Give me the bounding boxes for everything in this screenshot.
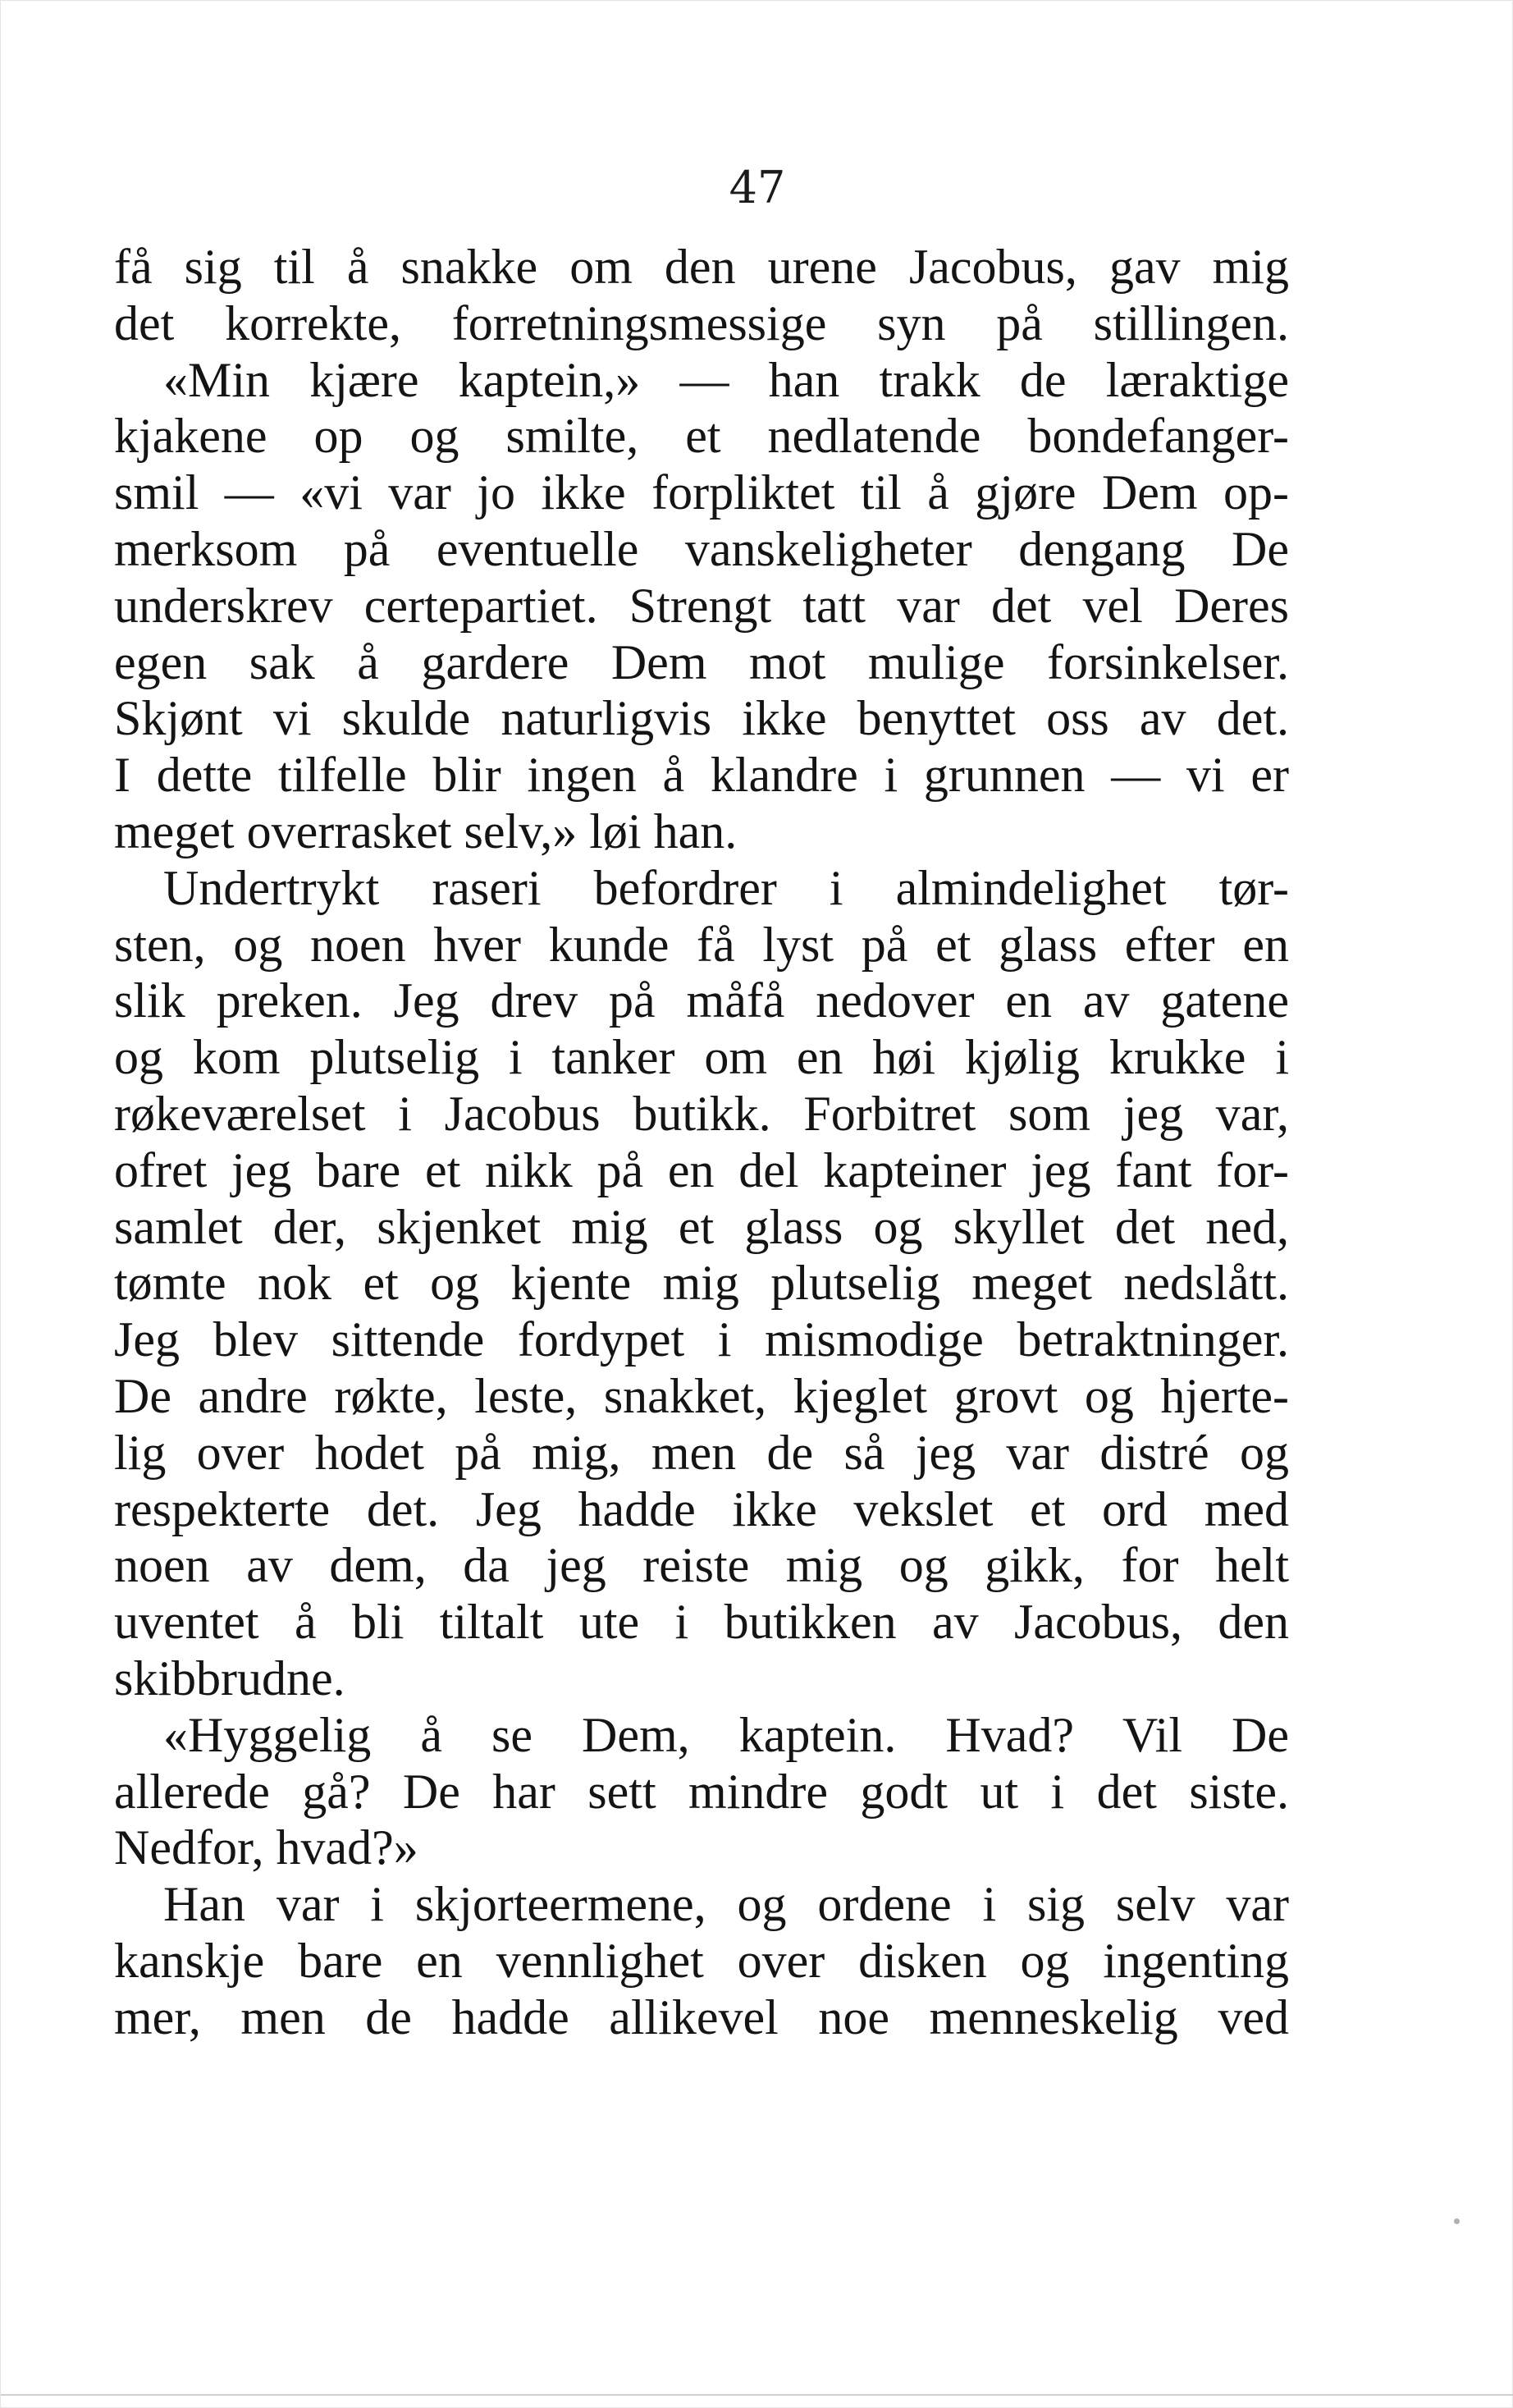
text-line: uventet å bli tiltalt ute i butikken av Jacobus, den [114,1595,1289,1650]
text-line: sten, og noen hver kunde få lyst på et glass efter en [114,917,1289,972]
text-line: I dette tilfelle blir ingen å klandre i grunnen — vi er [114,748,1289,803]
text-line: røkeværelset i Jacobus butikk. Forbitret som jeg var, [114,1086,1289,1141]
text-line: samlet der, skjenket mig et glass og skyllet det ned, [114,1199,1289,1254]
body-text [114,239,1289,2046]
text-line: Jeg blev sittende fordypet i mismodige betraktninger. [114,1312,1289,1367]
text-line: tømte nok et og kjente mig plutselig meget nedslått. [114,1256,1289,1311]
text-line: Undertrykt raseri befordrer i almindelighet tør- [163,860,1289,915]
text-line: og kom plutselig i tanker om en høi kjølig krukke i [114,1030,1289,1085]
text-line: slik preken. Jeg drev på måfå nedover en av gatene [114,973,1289,1028]
text-line: skibbrudne. [114,1650,345,1705]
text-line: «Min kjære kaptein,» — han trakk de læraktige [163,352,1289,407]
text-line: De andre røkte, leste, snakket, kjeglet grovt og hjerte- [114,1368,1289,1423]
text-line: respekterte det. Jeg hadde ikke vekslet et ord med [114,1481,1289,1536]
page-number: 47 [729,162,786,213]
text-line: underskrev certepartiet. Strengt tatt var det vel Deres [114,578,1289,633]
text-line: lig over hodet på mig, men de så jeg var distré og [114,1425,1289,1480]
text-line: ofret jeg bare et nikk på en del kapteiner jeg fant for- [114,1142,1289,1197]
text-line: Nedfor, hvad?» [114,1820,418,1875]
text-line: «Hyggelig å se Dem, kaptein. Hvad? Vil De [163,1707,1289,1762]
text-line: meget overrasket selv,» løi han. [114,803,738,858]
text-line: Han var i skjorteermene, og ordene i sig selv var [163,1877,1289,1932]
text-line: egen sak å gardere Dem mot mulige forsinkelser. [114,634,1289,689]
text-line: det korrekte, forretningsmessige syn på stillingen. [114,295,1289,350]
text-line: noen av dem, da jeg reiste mig og gikk, for helt [114,1538,1289,1593]
text-line: smil — «vi var jo ikke forpliktet til å gjøre Dem op- [114,465,1289,520]
text-line: mer, men de hadde allikevel noe menneskelig ved [114,1989,1289,2044]
text-line: kjakene op og smilte, et nedlatende bondefanger- [114,409,1289,464]
text-line: kanskje bare en vennlighet over disken og ingenting [114,1933,1289,1988]
paper-speck [1454,2218,1460,2224]
text-line: merksom på eventuelle vanskeligheter dengang De [114,521,1289,576]
text-line: få sig til å snakke om den urene Jacobus, gav mig [114,240,1289,294]
text-line: allerede gå? De har sett mindre godt ut i det siste. [114,1764,1289,1819]
page-bottom-edge [1,2394,1513,2396]
text-line: Skjønt vi skulde naturligvis ikke benyttet oss av det. [114,691,1289,746]
